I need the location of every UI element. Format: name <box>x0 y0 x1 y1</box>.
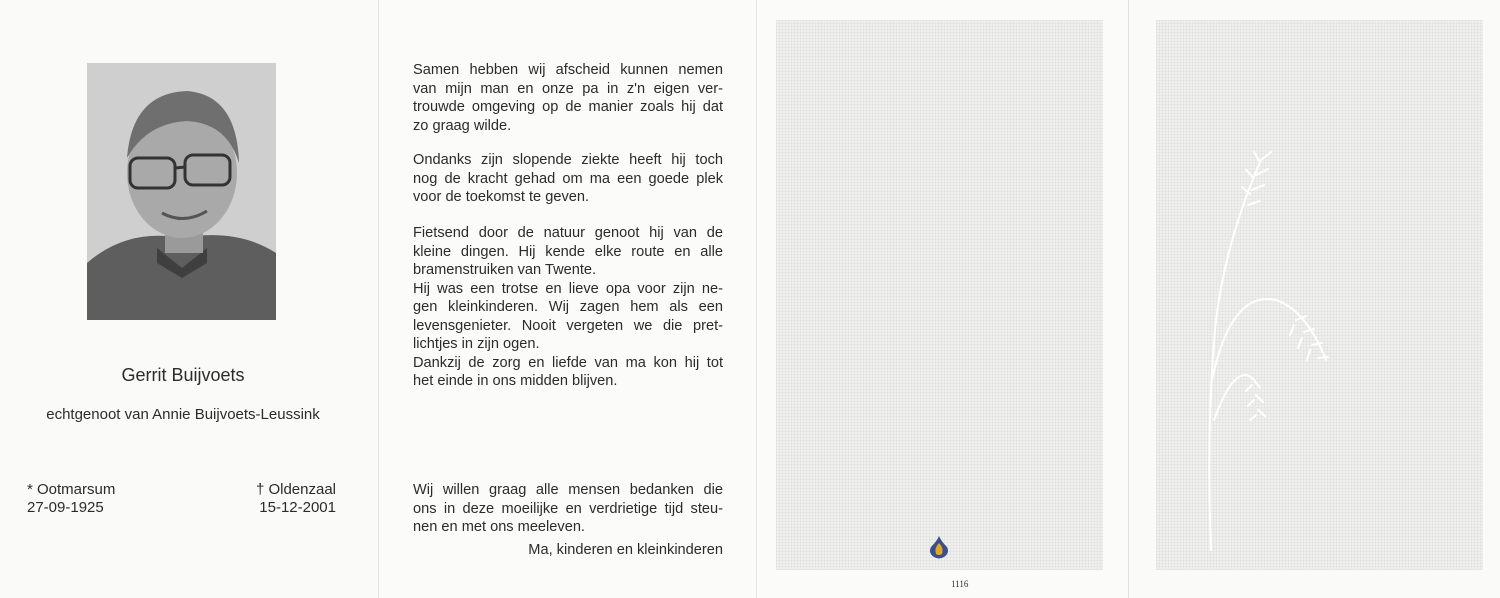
text-line: Hij was een trotse en lieve opa voor zijn ne- <box>413 280 723 297</box>
portrait-photo <box>87 63 276 320</box>
text-line: trouwde omgeving op de manier zoals hij dat <box>413 99 723 115</box>
paper-texture <box>1156 20 1483 570</box>
birth-place: * Ootmarsum <box>27 481 116 498</box>
text-line: Wij willen graag alle mensen bedanken die <box>413 482 723 498</box>
card-back-panel <box>1128 0 1500 598</box>
text-line: Ondanks zijn slopende ziekte heeft hij toch <box>413 152 723 168</box>
death-date: 15-12-2001 <box>259 499 336 516</box>
card-front-panel <box>0 0 378 598</box>
paragraph-illness <box>413 151 723 207</box>
text-line: kleine dingen. Hij kende elke route en alle <box>413 243 723 260</box>
paragraph-thanks <box>413 481 723 537</box>
text-line: ons in deze moeilijke en verdrietige tijd steu- <box>413 500 723 517</box>
text-line: voor de toekomst te geven. <box>413 189 590 205</box>
paragraph-farewell <box>413 61 723 135</box>
text-line: het einde in ons midden blijven. <box>413 373 618 389</box>
wheat-stalk-icon <box>1176 120 1376 570</box>
death-place: † Oldenzaal <box>255 481 336 498</box>
card-inner-panel <box>756 0 1129 598</box>
text-line: Fietsend door de natuur genoot hij van de <box>413 225 723 241</box>
text-line: levensgenieter. Nooit vergeten we die pret- <box>413 317 723 334</box>
text-line: van mijn man en onze pa in z'n eigen ver- <box>413 80 723 97</box>
text-line: gen kleinkinderen. Wij zagen hem als een <box>413 299 723 315</box>
text-line: zo graag wilde. <box>413 117 512 134</box>
text-line: Dankzij de zorg en liefde van ma kon hij tot <box>413 354 723 371</box>
printer-number: 1116 <box>951 579 969 589</box>
birth-date: 27-09-1925 <box>27 499 104 516</box>
printer-logo-icon <box>928 535 950 561</box>
paper-texture <box>776 20 1103 589</box>
text-line: nen en met ons meeleven. <box>413 519 585 535</box>
spouse-line: echtgenoot van Annie Buijvoets-Leussink <box>46 406 320 423</box>
text-line: Samen hebben wij afscheid kunnen nemen <box>413 62 723 78</box>
text-line: nog de kracht gehad om ma een goede plek <box>413 170 723 187</box>
deceased-name: Gerrit Buijvoets <box>121 365 245 385</box>
card-text-panel <box>378 0 757 598</box>
text-line: bramenstruiken van Twente. <box>413 262 597 278</box>
paragraph-memories <box>413 224 723 391</box>
text-line: lichtjes in zijn ogen. <box>413 336 540 352</box>
signature: Ma, kinderen en kleinkinderen <box>528 542 723 558</box>
